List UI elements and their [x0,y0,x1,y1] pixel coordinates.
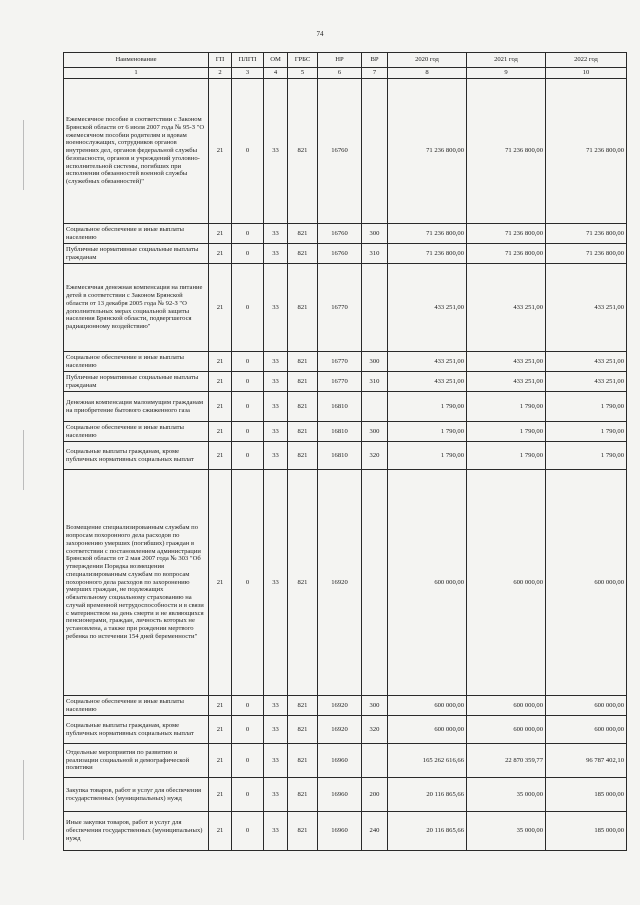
cell-nr: 16920 [318,696,362,716]
cell-name: Социальное обеспечение и иные выплаты населению [64,696,209,716]
column-number: 7 [362,68,388,79]
column-number: 10 [546,68,627,79]
header-grbs: ГРБС [288,53,318,68]
cell-y2020: 71 236 800,00 [388,244,467,264]
cell-y2021: 433 251,00 [467,372,546,392]
cell-gp: 21 [209,744,232,778]
column-number: 2 [209,68,232,79]
cell-vr: 320 [362,716,388,744]
column-number: 5 [288,68,318,79]
cell-grbs: 821 [288,352,318,372]
cell-plgp: 0 [232,696,264,716]
cell-vr [362,744,388,778]
cell-y2022: 1 790,00 [546,422,627,442]
column-number-row [64,68,627,79]
cell-grbs: 821 [288,79,318,224]
cell-gp: 21 [209,372,232,392]
cell-nr: 16760 [318,79,362,224]
header-name: Наименование [64,53,209,68]
cell-om: 33 [264,716,288,744]
cell-grbs: 821 [288,744,318,778]
cell-vr [362,470,388,696]
cell-grbs: 821 [288,392,318,422]
column-number: 1 [64,68,209,79]
cell-grbs: 821 [288,224,318,244]
cell-plgp: 0 [232,716,264,744]
cell-name: Социальное обеспечение и иные выплаты населению [64,224,209,244]
cell-gp: 21 [209,392,232,422]
cell-plgp: 0 [232,470,264,696]
cell-y2022: 71 236 800,00 [546,244,627,264]
table-row [64,716,627,744]
cell-om: 33 [264,264,288,352]
cell-y2021: 35 000,00 [467,778,546,812]
cell-gp: 21 [209,264,232,352]
cell-grbs: 821 [288,778,318,812]
cell-grbs: 821 [288,696,318,716]
table-row [64,696,627,716]
cell-name: Публичные нормативные социальные выплаты гражданам [64,244,209,264]
cell-gp: 21 [209,716,232,744]
cell-y2022: 433 251,00 [546,264,627,352]
cell-grbs: 821 [288,442,318,470]
cell-name: Возмещение специализированным службам по вопросам похоронного дела расходов по захоронению умерших (погибших) граждан в соответствии с постановлением администрации Брянской области от 2 мая 2007 года № 303 "Об утверждении Порядка возмещения специализированным службам по вопросам похоронного дела расходов по захоронению умерших граждан, не подлежащих обязательному социальному страхованию на случай временной нетрудоспособности и в связи с материнством на день смерти и не являющихся пенсионерами, граждан, личность которых не установлена, а также при рождении мертвого ребенка по истечении 154 дней беременности" [64,470,209,696]
cell-y2020: 600 000,00 [388,696,467,716]
cell-y2021: 1 790,00 [467,442,546,470]
cell-y2020: 1 790,00 [388,422,467,442]
header-gp: ГП [209,53,232,68]
cell-gp: 21 [209,696,232,716]
cell-plgp: 0 [232,744,264,778]
cell-y2022: 71 236 800,00 [546,79,627,224]
cell-nr: 16770 [318,264,362,352]
cell-y2020: 1 790,00 [388,442,467,470]
cell-vr [362,79,388,224]
cell-y2021: 600 000,00 [467,696,546,716]
header-nr: НР [318,53,362,68]
header-row [64,53,627,68]
cell-name: Иные закупки товаров, работ и услуг для обеспечения государственных (муниципальных) нужд [64,812,209,851]
cell-gp: 21 [209,470,232,696]
header-vr: ВР [362,53,388,68]
cell-nr: 16960 [318,778,362,812]
cell-y2020: 433 251,00 [388,352,467,372]
column-number: 8 [388,68,467,79]
cell-y2020: 600 000,00 [388,470,467,696]
header-plgp: ПЛГП [232,53,264,68]
cell-om: 33 [264,79,288,224]
page-number: 74 [316,30,324,38]
table-row [64,224,627,244]
cell-vr: 300 [362,352,388,372]
cell-vr: 320 [362,442,388,470]
table-row [64,352,627,372]
table-row [64,244,627,264]
cell-y2022: 433 251,00 [546,372,627,392]
cell-om: 33 [264,224,288,244]
cell-vr [362,392,388,422]
cell-y2022: 71 236 800,00 [546,224,627,244]
cell-y2021: 433 251,00 [467,264,546,352]
cell-om: 33 [264,442,288,470]
cell-y2021: 1 790,00 [467,422,546,442]
cell-y2022: 1 790,00 [546,442,627,470]
cell-vr: 300 [362,696,388,716]
cell-plgp: 0 [232,778,264,812]
cell-grbs: 821 [288,264,318,352]
cell-name: Денежная компенсация малоимущим гражданам на приобретение бытового сжиженного газа [64,392,209,422]
table-row [64,372,627,392]
cell-grbs: 821 [288,470,318,696]
cell-y2020: 165 262 616,66 [388,744,467,778]
cell-om: 33 [264,778,288,812]
cell-plgp: 0 [232,392,264,422]
cell-name: Ежемесячная денежная компенсация на питание детей в соответствии с Законом Брянской области от 13 декабря 2005 года № 92-З "О дополнительных мерах социальной защиты населения Брянской области, подвергшегося радиационному воздействию" [64,264,209,352]
cell-y2020: 20 116 865,66 [388,778,467,812]
column-number: 4 [264,68,288,79]
cell-name: Ежемесячное пособие в соответствии с Законом Брянской области от 6 июля 2007 года № 95-З "О ежемесячном пособии родителям и вдовам военнослужащих, сотрудников органов внутренних дел, органов федеральной службы безопасности, органов и учреждений уголовно-исполнительной системы, погибших при исполнении обязанностей военной службы (служебных обязанностей)" [64,79,209,224]
cell-om: 33 [264,352,288,372]
cell-grbs: 821 [288,422,318,442]
cell-plgp: 0 [232,79,264,224]
cell-y2022: 600 000,00 [546,470,627,696]
cell-plgp: 0 [232,422,264,442]
table-row [64,442,627,470]
cell-name: Публичные нормативные социальные выплаты гражданам [64,372,209,392]
cell-y2022: 600 000,00 [546,696,627,716]
cell-y2020: 71 236 800,00 [388,224,467,244]
scan-margin-line-top [23,120,24,190]
cell-nr: 16960 [318,744,362,778]
cell-y2021: 433 251,00 [467,352,546,372]
cell-plgp: 0 [232,372,264,392]
budget-table [63,52,627,851]
cell-nr: 16960 [318,812,362,851]
cell-nr: 16920 [318,470,362,696]
cell-y2020: 600 000,00 [388,716,467,744]
cell-y2022: 1 790,00 [546,392,627,422]
table-row [64,79,627,224]
cell-vr [362,264,388,352]
cell-nr: 16810 [318,422,362,442]
cell-name: Социальное обеспечение и иные выплаты населению [64,422,209,442]
table-row [64,744,627,778]
cell-gp: 21 [209,224,232,244]
cell-nr: 16770 [318,372,362,392]
cell-plgp: 0 [232,264,264,352]
cell-y2022: 185 000,00 [546,812,627,851]
cell-y2022: 433 251,00 [546,352,627,372]
cell-grbs: 821 [288,812,318,851]
cell-y2022: 185 000,00 [546,778,627,812]
cell-y2021: 1 790,00 [467,392,546,422]
cell-y2021: 35 000,00 [467,812,546,851]
cell-om: 33 [264,422,288,442]
cell-gp: 21 [209,778,232,812]
table-row [64,422,627,442]
cell-grbs: 821 [288,716,318,744]
cell-name: Социальные выплаты гражданам, кроме публичных нормативных социальных выплат [64,442,209,470]
cell-gp: 21 [209,352,232,372]
cell-om: 33 [264,470,288,696]
cell-grbs: 821 [288,372,318,392]
cell-y2021: 71 236 800,00 [467,79,546,224]
header-2022: 2022 год [546,53,627,68]
cell-gp: 21 [209,422,232,442]
cell-y2022: 600 000,00 [546,716,627,744]
table-row [64,778,627,812]
column-number: 3 [232,68,264,79]
cell-gp: 21 [209,812,232,851]
cell-nr: 16920 [318,716,362,744]
cell-om: 33 [264,372,288,392]
scan-margin-line-middle [23,430,24,490]
scan-margin-line-bottom [23,760,24,840]
cell-name: Социальное обеспечение и иные выплаты населению [64,352,209,372]
cell-nr: 16810 [318,392,362,422]
cell-y2020: 20 116 865,66 [388,812,467,851]
cell-y2021: 22 870 359,77 [467,744,546,778]
table-row [64,264,627,352]
cell-grbs: 821 [288,244,318,264]
header-2021: 2021 год [467,53,546,68]
cell-plgp: 0 [232,224,264,244]
cell-om: 33 [264,244,288,264]
cell-nr: 16810 [318,442,362,470]
cell-name: Социальные выплаты гражданам, кроме публичных нормативных социальных выплат [64,716,209,744]
cell-name: Закупка товаров, работ и услуг для обеспечения государственных (муниципальных) нужд [64,778,209,812]
column-number: 9 [467,68,546,79]
column-number: 6 [318,68,362,79]
cell-nr: 16760 [318,224,362,244]
cell-nr: 16760 [318,244,362,264]
cell-vr: 300 [362,422,388,442]
cell-gp: 21 [209,244,232,264]
cell-y2020: 1 790,00 [388,392,467,422]
cell-vr: 240 [362,812,388,851]
cell-om: 33 [264,392,288,422]
cell-vr: 310 [362,244,388,264]
cell-y2021: 71 236 800,00 [467,224,546,244]
cell-gp: 21 [209,442,232,470]
cell-vr: 200 [362,778,388,812]
cell-vr: 310 [362,372,388,392]
cell-nr: 16770 [318,352,362,372]
cell-om: 33 [264,812,288,851]
header-om: ОМ [264,53,288,68]
cell-y2020: 433 251,00 [388,372,467,392]
table-row [64,812,627,851]
cell-om: 33 [264,744,288,778]
cell-y2020: 433 251,00 [388,264,467,352]
cell-name: Отдельные мероприятия по развитию и реализации социальной и демографической политики [64,744,209,778]
cell-y2021: 600 000,00 [467,470,546,696]
cell-plgp: 0 [232,812,264,851]
header-2020: 2020 год [388,53,467,68]
cell-plgp: 0 [232,442,264,470]
table-row [64,470,627,696]
cell-plgp: 0 [232,244,264,264]
cell-y2021: 71 236 800,00 [467,244,546,264]
cell-vr: 300 [362,224,388,244]
table-row [64,392,627,422]
cell-y2020: 71 236 800,00 [388,79,467,224]
cell-y2022: 96 787 402,10 [546,744,627,778]
cell-gp: 21 [209,79,232,224]
cell-y2021: 600 000,00 [467,716,546,744]
cell-om: 33 [264,696,288,716]
cell-plgp: 0 [232,352,264,372]
